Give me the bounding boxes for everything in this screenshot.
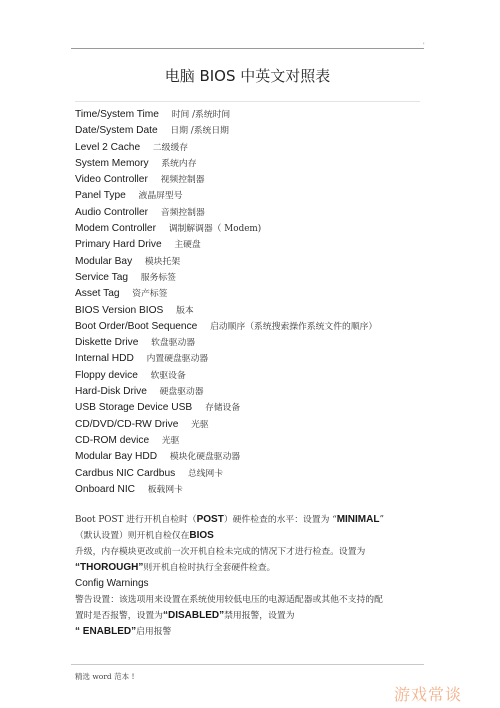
term-english: Cardbus NIC Cardbus [75,467,176,479]
glossary-row [75,254,425,270]
term-english: Boot Order/Boot Sequence [75,320,198,332]
term-chinese: 启动顺序（系统搜索操作系统文件的顺序） [210,321,378,332]
glossary-row [75,140,425,156]
term-english: BIOS Version BIOS [75,304,164,316]
term-chinese: 主硬盘 [174,240,201,251]
text-segment: 升级，内存模块更改或前一次开机自检未完成的情况下才进行检查。设置为 [75,547,366,557]
config-warnings-line-3 [75,624,425,640]
term-english: CD/DVD/CD-RW Drive [75,418,179,430]
term-english: System Memory [75,157,149,169]
glossary-row [75,368,425,384]
term-chinese: 版本 [176,305,194,316]
term-chinese: 硬盘驱动器 [159,387,204,398]
text-segment: 启用报警 [136,627,172,637]
term-english: CD-ROM device [75,434,150,446]
glossary-row [75,400,425,416]
top-rule [71,48,424,49]
glossary-row [75,123,425,139]
term-english: Internal HDD [75,353,134,365]
text-segment: 则开机自检时执行全套硬件检查。 [143,563,276,573]
term-chinese: 二级缓存 [152,142,189,153]
text-segment: 警告设置：该选项用来设置在系统使用较低电压的电源适配器或其他不支持的配 [75,595,383,605]
term-english: USB Storage Device USB [75,402,193,414]
boot-post-line-1 [75,512,425,528]
term-chinese: 光驱 [191,419,209,430]
term-chinese: 模块化硬盘驱动器 [169,452,241,463]
term-chinese: 音频控制器 [160,207,205,218]
glossary-row [75,384,425,400]
glossary-row [75,107,425,123]
term-english: Primary Hard Drive [75,239,162,251]
glossary-row [75,319,425,335]
term-chinese: 光驱 [161,435,180,446]
config-warnings-line-1 [75,592,425,608]
text-segment: （默认设置）则开机自检仅在 [75,531,190,541]
term-chinese: 视频控制器 [160,175,205,186]
text-segment: ）硬件检查的水平：设置为 “ [223,515,337,525]
glossary-row [75,221,425,237]
glossary-row [75,417,425,433]
glossary-row [75,303,425,319]
text-segment: Boot POST 进行开机自检时（ [75,515,197,525]
term-chinese: 服务标签 [140,272,176,283]
term-chinese: 板载网卡 [147,484,183,495]
boot-post-line-4 [75,560,425,576]
term-chinese: 软盘驱动器 [151,338,196,349]
term-english: Video Controller [75,174,148,186]
glossary-list [75,107,425,498]
glossary-row [75,188,425,204]
term-english: Onboard NIC [75,483,136,495]
text-bold: BIOS [189,530,214,541]
term-chinese: 系统内存 [161,158,197,169]
page-title: 电脑 BIOS 中英文对照表 [164,67,331,85]
term-english: Panel Type [75,190,126,202]
watermark-logo: 游戏常谈 [394,685,463,704]
glossary-row [75,482,425,498]
term-english: Service Tag [75,271,129,283]
text-bold: “ ENABLED” [75,626,137,637]
text-bold: MINIMAL [336,514,380,525]
config-warnings-line-2 [75,608,425,624]
glossary-row [75,205,425,221]
term-english: Diskette Drive [75,337,139,349]
term-chinese: 调制解调器（ Modem) [168,224,262,235]
glossary-row [75,351,425,367]
glossary-row [75,237,425,253]
text-segment: Config Warnings [75,578,149,589]
text-segment: 置时是否报警，设置为 [75,611,163,621]
term-chinese: 总线网卡 [187,468,224,479]
term-english: Level 2 Cache [75,141,141,153]
term-chinese: 存储设备 [204,403,241,414]
term-english: Audio Controller [75,206,149,218]
title-divider [75,101,420,102]
term-chinese: 模块托架 [144,256,181,267]
term-english: Date/System Date [75,125,158,137]
term-english: Modem Controller [75,223,156,235]
glossary-row [75,286,425,302]
footer-rule [71,664,424,665]
term-english: Hard-Disk Drive [75,386,147,398]
text-segment: ” [379,515,384,525]
glossary-row [75,270,425,286]
boot-post-line-3 [75,544,425,560]
config-warnings-heading [75,576,425,592]
term-english: Floppy device [75,369,138,381]
glossary-row [75,156,425,172]
term-english: Modular Bay [75,255,133,267]
glossary-row [75,449,425,465]
text-bold: “DISABLED” [162,610,225,621]
text-bold: POST [196,514,224,525]
glossary-row [75,172,425,188]
footer-text: 精选 word 范本 ! [75,672,135,681]
term-chinese: 软驱设备 [150,370,186,381]
boot-post-paragraph [75,512,425,576]
text-bold: “THOROUGH” [75,562,144,573]
term-chinese: 日期 /系统日期 [170,126,229,137]
glossary-row [75,466,425,482]
term-english: Modular Bay HDD [75,451,158,463]
glossary-row [75,335,425,351]
term-chinese: 液晶屏型号 [138,191,183,202]
glossary-row [75,433,425,449]
top-mark: ' [423,42,425,49]
text-segment: 禁用报警，设置为 [224,611,295,621]
term-english: Time/System Time [75,109,159,120]
term-chinese: 资产标签 [132,289,168,300]
term-english: Asset Tag [75,288,120,300]
config-warnings-paragraph [75,576,425,640]
term-chinese: 内置硬盘驱动器 [146,354,209,365]
term-chinese: 时间 /系统时间 [171,110,231,120]
boot-post-line-2 [75,528,425,544]
